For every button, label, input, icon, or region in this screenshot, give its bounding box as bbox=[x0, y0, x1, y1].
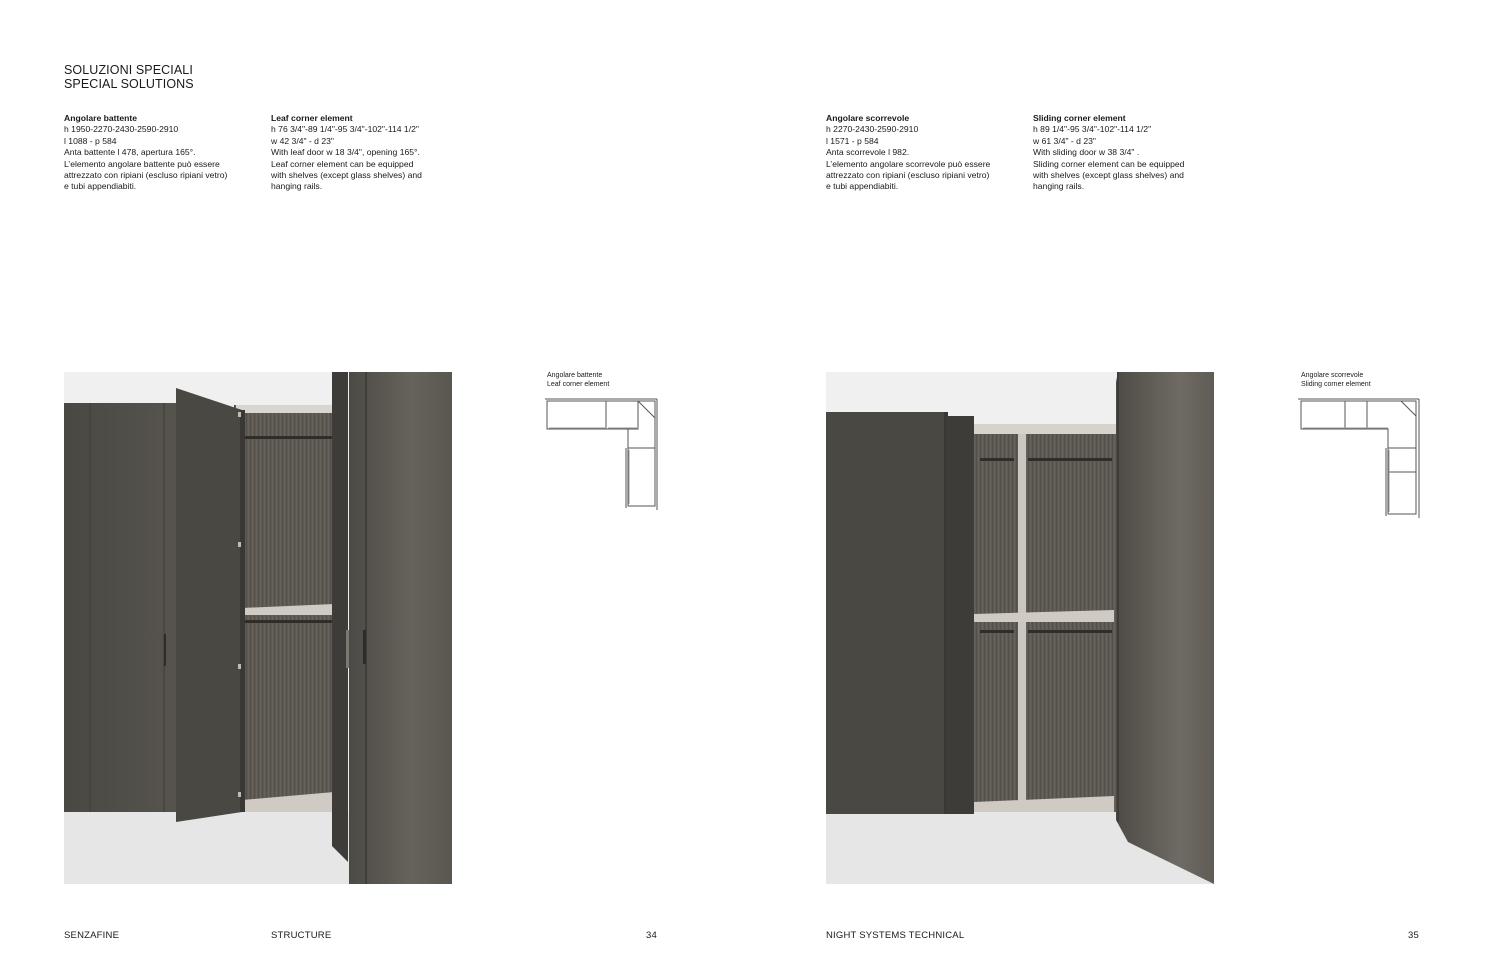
footer-section-left: STRUCTURE bbox=[271, 930, 332, 941]
heading-italian: SOLUZIONI SPECIALI bbox=[64, 63, 193, 77]
spec-line: hanging rails. bbox=[1033, 181, 1085, 192]
spec-line: h 89 1/4"-95 3/4"-102"-114 1/2" bbox=[1033, 124, 1152, 135]
page-number-right: 35 bbox=[1408, 930, 1419, 941]
spec-line: attrezzato con ripiani (escluso ripiani vetro) bbox=[826, 170, 990, 181]
spec-line: Anta scorrevole l 982. bbox=[826, 147, 910, 158]
spec-line: attrezzato con ripiani (escluso ripiani vetro) bbox=[64, 170, 228, 181]
diagram-label-italian: Angolare battente bbox=[547, 372, 603, 379]
leaf-corner-plan-diagram bbox=[545, 398, 661, 512]
spec-sliding-corner-it bbox=[826, 113, 1011, 193]
spec-title: Angolare battente bbox=[64, 113, 138, 123]
spec-line: h 1950-2270-2430-2590-2910 bbox=[64, 124, 179, 135]
diagram-label-english: Sliding corner element bbox=[1301, 381, 1371, 388]
spec-line: Leaf corner element can be equipped bbox=[271, 158, 414, 169]
spec-line: e tubi appendiabiti. bbox=[64, 181, 137, 192]
leaf-corner-photo bbox=[64, 372, 452, 884]
spec-line: l 1088 - p 584 bbox=[64, 135, 117, 146]
diagram-label-leaf bbox=[547, 371, 609, 389]
diagram-label-sliding bbox=[1301, 371, 1371, 389]
spec-line: with shelves (except glass shelves) and bbox=[271, 170, 422, 181]
spec-line: l 1571 - p 584 bbox=[826, 135, 879, 146]
diagram-label-english: Leaf corner element bbox=[547, 381, 610, 388]
spec-line: Anta battente l 478, apertura 165°. bbox=[64, 147, 196, 158]
diagram-label-italian: Angolare scorrevole bbox=[1301, 372, 1364, 379]
spec-line: w 42 3/4" - d 23" bbox=[271, 135, 334, 146]
page-number-left: 34 bbox=[646, 930, 657, 941]
spec-line: h 76 3/4"-89 1/4"-95 3/4"-102"-114 1/2" bbox=[271, 124, 419, 135]
spec-line: hanging rails. bbox=[271, 181, 323, 192]
spec-title: Angolare scorrevole bbox=[826, 113, 910, 123]
spec-line: L’elemento angolare scorrevole può essere bbox=[826, 158, 991, 169]
page-heading bbox=[64, 63, 194, 91]
footer-brand: SENZAFINE bbox=[64, 930, 120, 941]
spec-leaf-corner-it bbox=[64, 113, 249, 193]
spec-leaf-corner-en bbox=[271, 113, 456, 193]
footer-section-right: NIGHT SYSTEMS TECHNICAL bbox=[826, 930, 965, 941]
spec-line: With leaf door w 18 3/4", opening 165°. bbox=[271, 147, 420, 158]
sliding-corner-photo bbox=[826, 372, 1214, 884]
heading-english: SPECIAL SOLUTIONS bbox=[64, 77, 194, 91]
spec-line: h 2270-2430-2590-2910 bbox=[826, 124, 919, 135]
spec-line: Sliding corner element can be equipped bbox=[1033, 158, 1185, 169]
spec-sliding-corner-en bbox=[1033, 113, 1218, 193]
spec-title: Sliding corner element bbox=[1033, 113, 1126, 123]
spec-title: Leaf corner element bbox=[271, 113, 353, 123]
spec-line: L’elemento angolare battente può essere bbox=[64, 158, 220, 169]
spec-line: w 61 3/4" - d 23" bbox=[1033, 135, 1096, 146]
spec-line: e tubi appendiabiti. bbox=[826, 181, 899, 192]
spec-line: with shelves (except glass shelves) and bbox=[1033, 170, 1184, 181]
spec-line: With sliding door w 38 3/4" . bbox=[1033, 147, 1140, 158]
sliding-corner-plan-diagram bbox=[1298, 398, 1422, 520]
